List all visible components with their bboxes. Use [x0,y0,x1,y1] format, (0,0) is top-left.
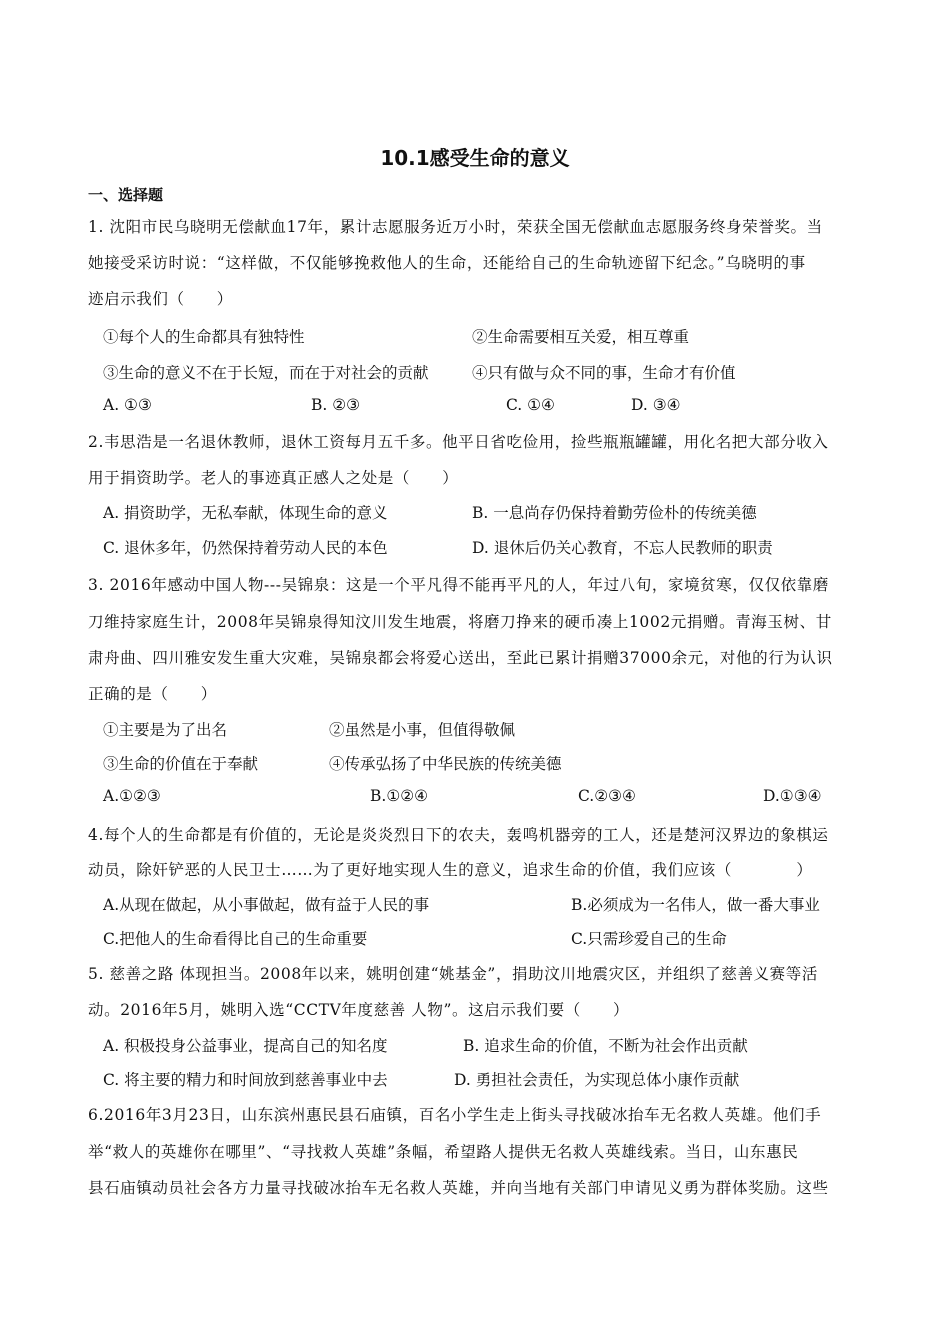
q5-line-2: 动。2016年5月，姚明入选“CCTV年度慈善 人物”。这启示我们要（ ） [88,1001,630,1019]
q1-item-3: ③生命的意义不在于长短，而在于对社会的贡献 [103,364,429,382]
q3-line-4: 正确的是（ ） [88,685,217,703]
q4-option-c: C.把他人的生命看得比自己的生命重要 [103,930,368,948]
q6-line-3: 县石庙镇动员社会各方力量寻找破冰抬车无名救人英雄，并向当地有关部门申请见义勇为群体奖励。这些 [88,1179,829,1197]
q4-option-a: A.从现在做起，从小事做起，做有益于人民的事 [103,896,430,914]
q3-line-1: 3. 2016年感动中国人物---吴锦泉：这是一个平凡得不能再平凡的人，年过八旬，家境贫寒，仅仅依靠磨 [88,576,829,594]
q5-line-1: 5. 慈善之路 体现担当。2008年以来，姚明创建“姚基金”，捐助汶川地震灾区，并组织了慈善义赛等活 [88,965,818,983]
q5-option-a: A. 积极投身公益事业，提高自己的知名度 [103,1037,388,1055]
q3-line-2: 刀维持家庭生计，2008年吴锦泉得知汶川发生地震，将磨刀挣来的硬币凑上1002元捐赠。青海玉树、甘 [88,613,832,631]
section-heading: 一、选择题 [88,186,164,204]
q3-option-b: B.①②④ [370,787,429,805]
q3-item-2: ②虽然是小事，但值得敬佩 [329,721,516,739]
page-title: 10.1感受生命的意义 [380,146,570,170]
q5-option-c: C. 将主要的精力和时间放到慈善事业中去 [103,1071,388,1089]
q3-item-4: ④传承弘扬了中华民族的传统美德 [329,755,562,773]
q5-option-b: B. 追求生命的价值，不断为社会作出贡献 [463,1037,748,1055]
q4-option-d: C.只需珍爱自己的生命 [571,930,727,948]
q2-option-c: C. 退休多年，仍然保持着劳动人民的本色 [103,539,388,557]
q4-line-2: 动员，除奸铲恶的人民卫士……为了更好地实现人生的意义，追求生命的价值，我们应该（ ） [88,861,813,879]
q2-line-1: 2.韦思浩是一名退休教师，退休工资每月五千多。他平日省吃俭用，捡些瓶瓶罐罐，用化名把大部分收入 [88,433,829,451]
q1-item-1: ①每个人的生命都具有独特性 [103,328,305,346]
q1-line-2: 她接受采访时说：“这样做，不仅能够挽救他人的生命，还能给自己的生命轨迹留下纪念。”乌晓明的事 [88,254,806,272]
q2-option-a: A. 捐资助学，无私奉献，体现生命的意义 [103,504,388,522]
q4-line-1: 4.每个人的生命都是有价值的，无论是炎炎烈日下的农夫，轰鸣机器旁的工人，还是楚河汉界边的象棋运 [88,826,829,844]
q3-option-d: D.①③④ [763,787,822,805]
q6-line-2: 举“救人的英雄你在哪里”、“寻找救人英雄”条幅，希望路人提供无名救人英雄线索。当日，山东惠民 [88,1143,799,1161]
q1-option-c: C. ①④ [506,396,555,414]
q3-item-1: ①主要是为了出名 [103,721,228,739]
q3-option-a: A.①②③ [103,787,161,805]
q1-line-1: 1. 沈阳市民乌晓明无偿献血17年，累计志愿服务近万小时，荣获全国无偿献血志愿服务终身荣誉奖。当 [88,218,823,236]
q5-option-d: D. 勇担社会责任，为实现总体小康作贡献 [454,1071,740,1089]
q2-line-2: 用于捐资助学。老人的事迹真正感人之处是（ ） [88,469,459,487]
q2-option-d: D. 退休后仍关心教育，不忘人民教师的职责 [472,539,773,557]
q2-option-b: B. 一息尚存仍保持着勤劳俭朴的传统美德 [472,504,757,522]
q1-option-a: A. ①③ [103,396,152,414]
q6-line-1: 6.2016年3月23日，山东滨州惠民县石庙镇，百名小学生走上街头寻找破冰抬车无名救人英雄。他们手 [88,1106,822,1124]
q1-line-3: 迹启示我们（ ） [88,290,233,308]
q4-option-b: B.必须成为一名伟人，做一番大事业 [571,896,820,914]
q3-line-3: 肃舟曲、四川雅安发生重大灾难，吴锦泉都会将爱心送出，至此已累计捐赠37000余元，对他的行为认识 [88,649,833,667]
q1-item-4: ④只有做与众不同的事，生命才有价值 [472,364,736,382]
q1-option-b: B. ②③ [311,396,361,414]
q1-item-2: ②生命需要相互关爱，相互尊重 [472,328,690,346]
q3-option-c: C.②③④ [578,787,636,805]
q3-item-3: ③生命的价值在于奉献 [103,755,259,773]
q1-option-d: D. ③④ [631,396,681,414]
